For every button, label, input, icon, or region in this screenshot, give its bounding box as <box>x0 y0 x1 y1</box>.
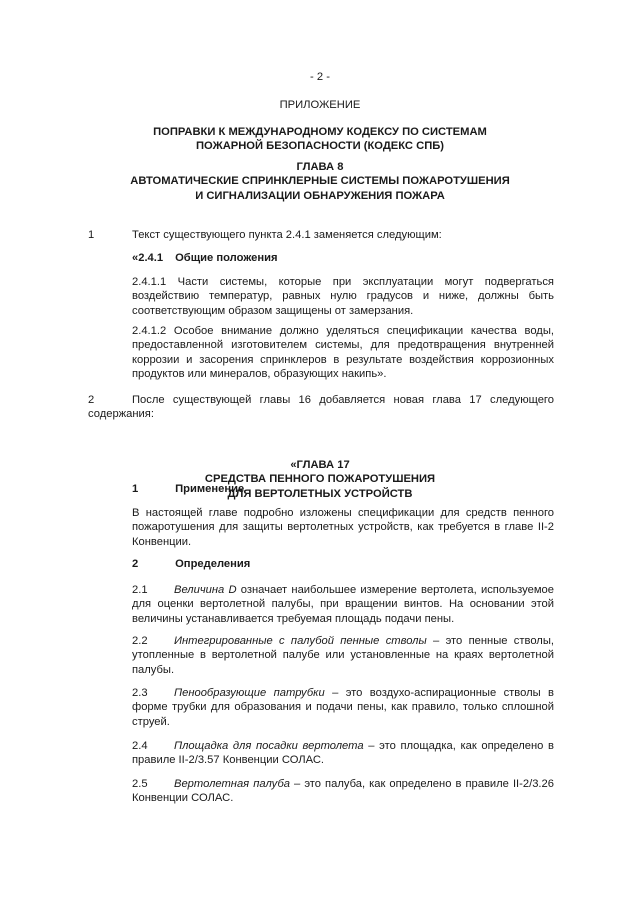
chapter-8-heading <box>0 160 640 203</box>
chapter-17-number: «ГЛАВА 17 <box>290 459 350 471</box>
section-1-heading <box>132 482 244 496</box>
definition-number: 2.4 <box>132 740 148 752</box>
definition-2-4 <box>132 739 554 768</box>
amendment-item-number: 1 <box>88 229 95 241</box>
definition-text: – это площадка, как определено в правиле II-2/3.57 Конвенции СОЛАС. <box>132 740 554 767</box>
definition-term: Площадка для посадки вертолета <box>174 740 364 752</box>
chapter-17-title-line: СРЕДСТВА ПЕННОГО ПОЖАРОТУШЕНИЯ <box>204 473 436 486</box>
definition-text: – это пенные стволы, утопленные в вертолетной палубе или установленные на краях вертолетной палубы. <box>132 635 554 676</box>
chapter-8-title-line: АВТОМАТИЧЕСКИЕ СПРИНКЛЕРНЫЕ СИСТЕМЫ ПОЖАРОТУШЕНИЯ <box>130 175 510 188</box>
paragraph-2-4-1-1: 2.4.1.1 Части системы, которые при эксплуатации могут подвергаться воздействию температур, равных нулю градусов и ниже, должны быть соответствующим образом защищены от замерзания. <box>132 276 554 317</box>
definition-text: – это воздухо-аспирационные стволы в форме трубки для образования и подачи пены, как правило, только сплошной струей. <box>132 687 555 728</box>
section-title: Общие положения <box>175 252 278 264</box>
amendment-item-number: 2 <box>88 394 95 406</box>
appendix-label: ПРИЛОЖЕНИЕ <box>279 99 361 111</box>
definition-term: Величина D <box>174 584 237 596</box>
amendment-item-text: После существующей главы 16 добавляется новая глава 17 следующего содержания: <box>88 394 554 421</box>
section-2-heading <box>132 557 250 571</box>
definition-number: 2.1 <box>132 584 148 596</box>
chapter-17-heading <box>0 458 640 501</box>
definition-2-3 <box>132 686 554 729</box>
definition-2-5 <box>132 777 554 806</box>
document-title-line: ПОПРАВКИ К МЕЖДУНАРОДНОМУ КОДЕКСУ ПО СИСТЕМАМ <box>153 126 487 138</box>
definition-2-1 <box>132 583 554 626</box>
definition-number: 2.5 <box>132 778 148 790</box>
document-title <box>0 125 640 154</box>
section-number: «2.4.1 <box>132 252 164 264</box>
chapter-8-title-line: И СИГНАЛИЗАЦИИ ОБНАРУЖЕНИЯ ПОЖАРА <box>195 189 445 202</box>
definition-text: – это палуба, как определено в правиле II-2/3.26 Конвенции СОЛАС. <box>132 778 554 805</box>
chapter-17-title-line: ДЛЯ ВЕРТОЛЕТНЫХ УСТРОЙСТВ <box>227 487 413 500</box>
amendment-item-2 <box>88 393 554 422</box>
section-2-4-1-heading <box>132 251 278 265</box>
section-number: 2 <box>132 558 139 570</box>
definition-number: 2.2 <box>132 635 148 647</box>
section-title: Применение <box>175 483 245 495</box>
paragraph-2-4-1-2: 2.4.1.2 Особое внимание должно уделяться спецификации качества воды, предоставленной изготовителем системы, для предотвращения внутренней коррозии и засорения спринклеров в результате воздействия коррозионных продуктов или минералов, образующих накипь». <box>132 325 554 381</box>
page-number: - 2 - <box>310 71 330 83</box>
definition-2-2 <box>132 634 554 677</box>
section-1-text: В настоящей главе подробно изложены спецификации для средств пенного пожаротушения для защиты вертолетных устройств, как требуется в главе II-2 Конвенции. <box>132 507 554 548</box>
section-title: Определения <box>175 558 251 570</box>
document-title-line: ПОЖАРНОЙ БЕЗОПАСНОСТИ (КОДЕКС СПБ) <box>195 140 445 153</box>
chapter-8-number: ГЛАВА 8 <box>296 161 344 173</box>
definition-number: 2.3 <box>132 687 148 699</box>
definition-text: означает наибольшее измерение вертолета, используемое для оценки вертолетной палубы, при вращении винтов. На основании этой величины устанавливается требуемая площадь подачи пены. <box>132 584 555 625</box>
definition-term: Вертолетная палуба <box>174 778 290 790</box>
definition-term: Интегрированные с палубой пенные стволы <box>174 635 427 647</box>
definition-term: Пенообразующие патрубки <box>174 687 325 699</box>
amendment-item-text: Текст существующего пункта 2.4.1 заменяется следующим: <box>132 229 442 241</box>
section-number: 1 <box>132 483 139 495</box>
